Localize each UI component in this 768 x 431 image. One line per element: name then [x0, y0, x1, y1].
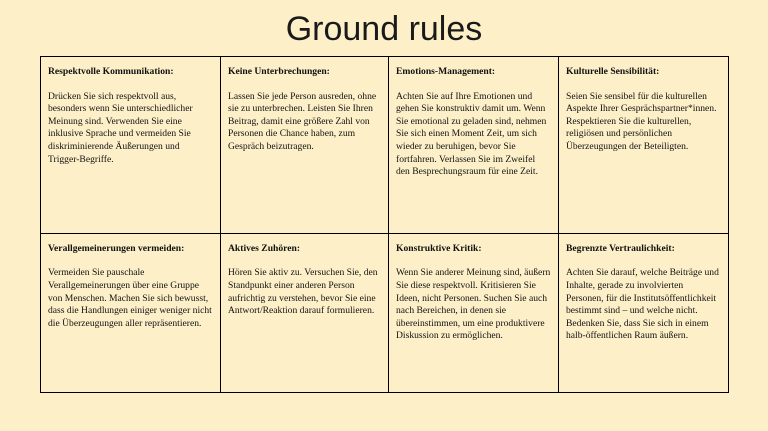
- rule-cell-limited-confidentiality: [559, 233, 729, 392]
- rule-heading: Respektvolle Kommunikation:: [48, 66, 174, 77]
- rule-text: Wenn Sie anderer Meinung sind, äußern Sie diese respektvoll. Kritisieren Sie Ideen, nicht Personen. Suchen Sie auch nach Bereichen, in denen sie übereinstimmen, um eine produktivere Diskussion zu ermöglichen.: [396, 267, 551, 342]
- rule-cell-cultural-sensitivity: [559, 57, 729, 234]
- rule-cell-active-listening: [221, 233, 389, 392]
- rule-text: Achten Sie darauf, welche Beiträge und Inhalte, gerade zu involvierten Personen, für die Institutsöffentlichkeit bestimmt sind – und welche nicht. Bedenken Sie, dass Sie sich in einem halb-öffentlichen Raum äußern.: [566, 267, 719, 342]
- rule-heading: Keine Unterbrechungen:: [228, 66, 330, 77]
- rule-cell-emotion-management: [389, 57, 559, 234]
- rule-cell-no-interruptions: [221, 57, 389, 234]
- rule-heading: Kulturelle Sensibilität:: [566, 66, 660, 77]
- rule-text: Vermeiden Sie pauschale Verallgemeinerungen über eine Gruppe von Menschen. Machen Sie sich bewusst, dass die Handlungen einiger weniger nicht die Überzeugungen aller repräsentieren.: [48, 267, 212, 329]
- rule-text: Drücken Sie sich respektvoll aus, besonders wenn Sie unterschiedlicher Meinung sind. Verwenden Sie eine inklusive Sprache und vermeiden Sie diskriminierende Äußerungen und Trigger-Begriffe.: [48, 90, 193, 165]
- rule-cell-constructive-criticism: [389, 233, 559, 392]
- rule-text: Hören Sie aktiv zu. Versuchen Sie, den Standpunkt einer anderen Person aufrichtig zu verstehen, bevor Sie eine Antwort/Reaktion darauf formulieren.: [228, 267, 378, 317]
- rule-cell-avoid-generalizations: [41, 233, 221, 392]
- rule-cell-respectful-communication: [41, 57, 221, 234]
- slide-title: Ground rules: [285, 10, 483, 48]
- rule-heading: Verallgemeinerungen vermeiden:: [48, 242, 185, 254]
- rule-heading: Emotions-Management:: [396, 66, 496, 77]
- rule-text: Achten Sie auf Ihre Emotionen und gehen Sie konstruktiv damit um. Wenn Sie emotional zu geladen sind, nehmen Sie sich einen Moment Zeit, um sich wieder zu beruhigen, bevor Sie fortfahren. Verlassen Sie im Zweifel den Besprechungsraum für eine Zeit.: [396, 90, 547, 178]
- rule-text: Seien Sie sensibel für die kulturellen Aspekte Ihrer Gesprächspartner*innen. Respektieren Sie die kulturellen, religiösen und persönlichen Überzeugungen der Beteiligten.: [566, 90, 717, 152]
- rules-table: [40, 56, 729, 393]
- table-row: [41, 233, 729, 392]
- rule-heading: Begrenzte Vertraulichkeit:: [566, 242, 675, 254]
- table-row: [41, 57, 729, 234]
- rule-text: Lassen Sie jede Person ausreden, ohne sie zu unterbrechen. Leisten Sie Ihren Beitrag, damit eine größere Zahl von Personen die Chance haben, zum Gespräch beizutragen.: [228, 90, 377, 152]
- rule-heading: Aktives Zuhören:: [228, 242, 301, 254]
- rule-heading: Konstruktive Kritik:: [396, 242, 482, 254]
